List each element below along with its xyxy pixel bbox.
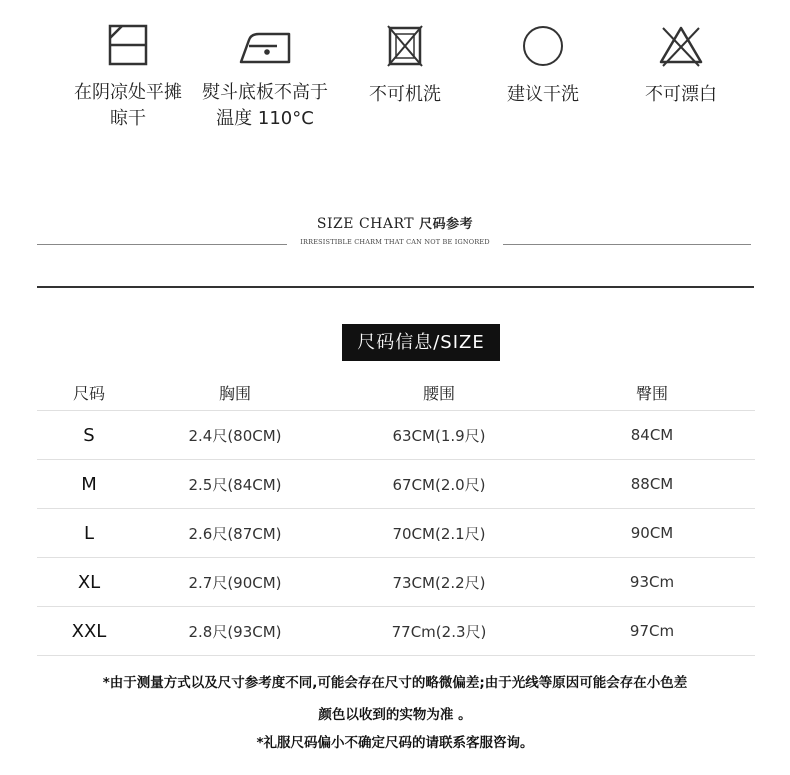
do-not-tumble-dry-icon	[386, 24, 424, 68]
header-hip: 臀围	[635, 384, 668, 403]
iron-low-temp-icon	[237, 24, 293, 66]
do-not-bleach-icon	[657, 24, 705, 68]
size-info-badge: 尺码信息/SIZE	[342, 324, 500, 361]
cell-size: S	[83, 424, 95, 446]
line-dry-in-shade-icon	[108, 24, 148, 66]
note-measurement: *由于测量方式以及尺寸参考度不同,可能会存在尺寸的略微偏差;由于光线等原因可能会存在小色差	[102, 675, 688, 691]
section-divider	[37, 286, 754, 288]
cell-hip: 97Cm	[629, 622, 675, 640]
table-header-row	[37, 375, 755, 411]
care-label-dry-clean: 建议干洗	[507, 84, 579, 105]
cell-size: XXL	[71, 620, 107, 642]
note-contact: *礼服尺码偏小不确定尺码的请联系客服咨询。	[256, 735, 534, 751]
header-bust: 胸围	[218, 384, 251, 403]
cell-bust: 2.6尺(87CM)	[188, 524, 282, 543]
header-size: 尺码	[72, 384, 105, 403]
size-chart-title-en: SIZE CHART	[316, 216, 420, 232]
table-row	[37, 558, 755, 607]
cell-hip: 84CM	[630, 426, 674, 444]
table-row	[37, 607, 755, 656]
care-item-line-dry	[53, 24, 203, 132]
size-chart-subtitle: IRRESISTIBLE CHARM THAT CAN NOT BE IGNORED	[300, 238, 490, 246]
divider-right	[503, 244, 751, 245]
cell-waist: 70CM(2.1尺)	[392, 524, 486, 543]
care-item-iron	[190, 24, 340, 132]
cell-size: M	[81, 473, 97, 495]
cell-size: L	[83, 522, 95, 544]
table-row	[37, 509, 755, 558]
size-chart-title	[0, 213, 790, 232]
care-label-no-machine-wash: 不可机洗	[369, 84, 441, 105]
cell-waist: 77Cm(2.3尺)	[391, 622, 487, 641]
cell-hip: 90CM	[630, 524, 674, 542]
note-color: 颜色以收到的实物为准 。	[318, 707, 472, 723]
cell-bust: 2.5尺(84CM)	[188, 475, 282, 494]
cell-size: XL	[77, 571, 101, 593]
cell-waist: 73CM(2.2尺)	[392, 573, 486, 592]
care-label-no-bleach: 不可漂白	[645, 84, 717, 105]
header-waist: 腰围	[422, 384, 455, 403]
care-label-line-dry: 在阴凉处平摊 晾干	[74, 82, 182, 129]
size-chart-title-cn: 尺码参考	[419, 217, 474, 232]
table-row	[37, 460, 755, 509]
cell-waist: 63CM(1.9尺)	[392, 426, 486, 445]
care-label-iron: 熨斗底板不高于 温度 110°C	[202, 82, 328, 129]
care-item-no-machine-wash	[330, 24, 480, 108]
cell-waist: 67CM(2.0尺)	[392, 475, 486, 494]
cell-bust: 2.7尺(90CM)	[188, 573, 282, 592]
divider-left	[37, 244, 287, 245]
size-table	[37, 375, 755, 656]
table-row	[37, 411, 755, 460]
care-item-dry-clean	[468, 24, 618, 108]
cell-hip: 93Cm	[629, 573, 675, 591]
dry-clean-icon	[521, 24, 565, 68]
cell-hip: 88CM	[630, 475, 674, 493]
cell-bust: 2.4尺(80CM)	[188, 426, 282, 445]
cell-bust: 2.8尺(93CM)	[188, 622, 282, 641]
care-item-no-bleach	[606, 24, 756, 108]
